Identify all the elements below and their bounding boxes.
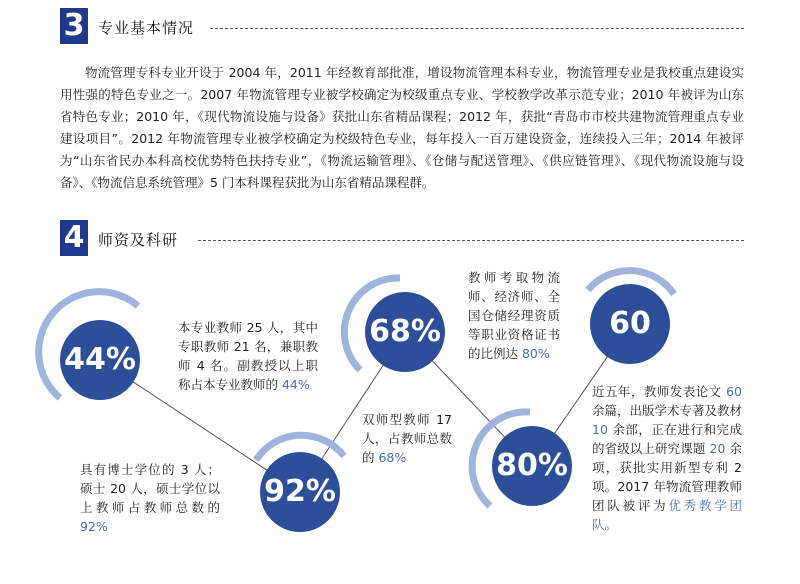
dashed-divider [198, 240, 744, 241]
stat-circle-92: 92% [260, 452, 340, 532]
stat-text-60: 近五年，教师发表论文 60 余篇，出版学术专著及教材 10 余部，正在进行和完成的省级以上研究课题 20 余项，获批实用新型专利 2 项。2017 年物流管理教师团队被评为优秀教学团队。 [592, 384, 743, 532]
stat-circle-60: 60 [590, 284, 670, 364]
section-number-badge: 4 [60, 220, 88, 256]
stat-text-68: 双师型教师 17 人，占教师总数的 68% [362, 412, 452, 465]
stats-diagram [0, 260, 800, 584]
section-4-header [60, 220, 744, 256]
dashed-divider [210, 28, 744, 29]
section-title: 师资及科研 [98, 231, 179, 249]
stat-text-80: 教师考取物流师、经济师、全国仓储经理资质等职业资格证书的比例达 80% [468, 270, 560, 361]
stat-circle-68: 68% [365, 292, 445, 372]
stat-circle-44: 44% [60, 320, 140, 400]
section-number-badge: 3 [60, 8, 88, 44]
stat-text-92: 具有博士学位的 3 人；硕士 20 人，硕士学位以上教师占教师总数的 92% [80, 462, 220, 534]
section-3-paragraph: 物流管理专科专业开设于 2004 年，2011 年经教育部批准，增设物流管理本科专业，物流管理专业是我校重点建设实用性强的特色专业之一。2007 年物流管理专业被学校确定为校级重点专业、学校教学改革示范专业；2010 年被评为山东省特色专业；2010 年，《现代物流设施与设备》获批山东省精品课程；2012 年，获批“青岛市市校共建物流管理重点专业建设项目”。2012 年物流管理专业被学校确定为校级特色专业，每年投入一百万建设资金，连续投入三年；2014 年被评为“山东省民办本科高校优势特色扶持专业”，《物流运输管理》、《仓储与配送管理》、《供应链管理》、《现代物流设施与设备》、《物流信息系统管理》5 门本科课程获批为山东省精品课程群。 [60, 65, 744, 190]
stat-text-44: 本专业教师 25 人，其中专职教师 21 名，兼职教师 4 名。副教授以上职称占本专业教师的 44% [178, 320, 318, 392]
section-title: 专业基本情况 [98, 19, 195, 37]
stat-circle-80: 80% [492, 426, 572, 506]
section-3-header [60, 8, 744, 44]
